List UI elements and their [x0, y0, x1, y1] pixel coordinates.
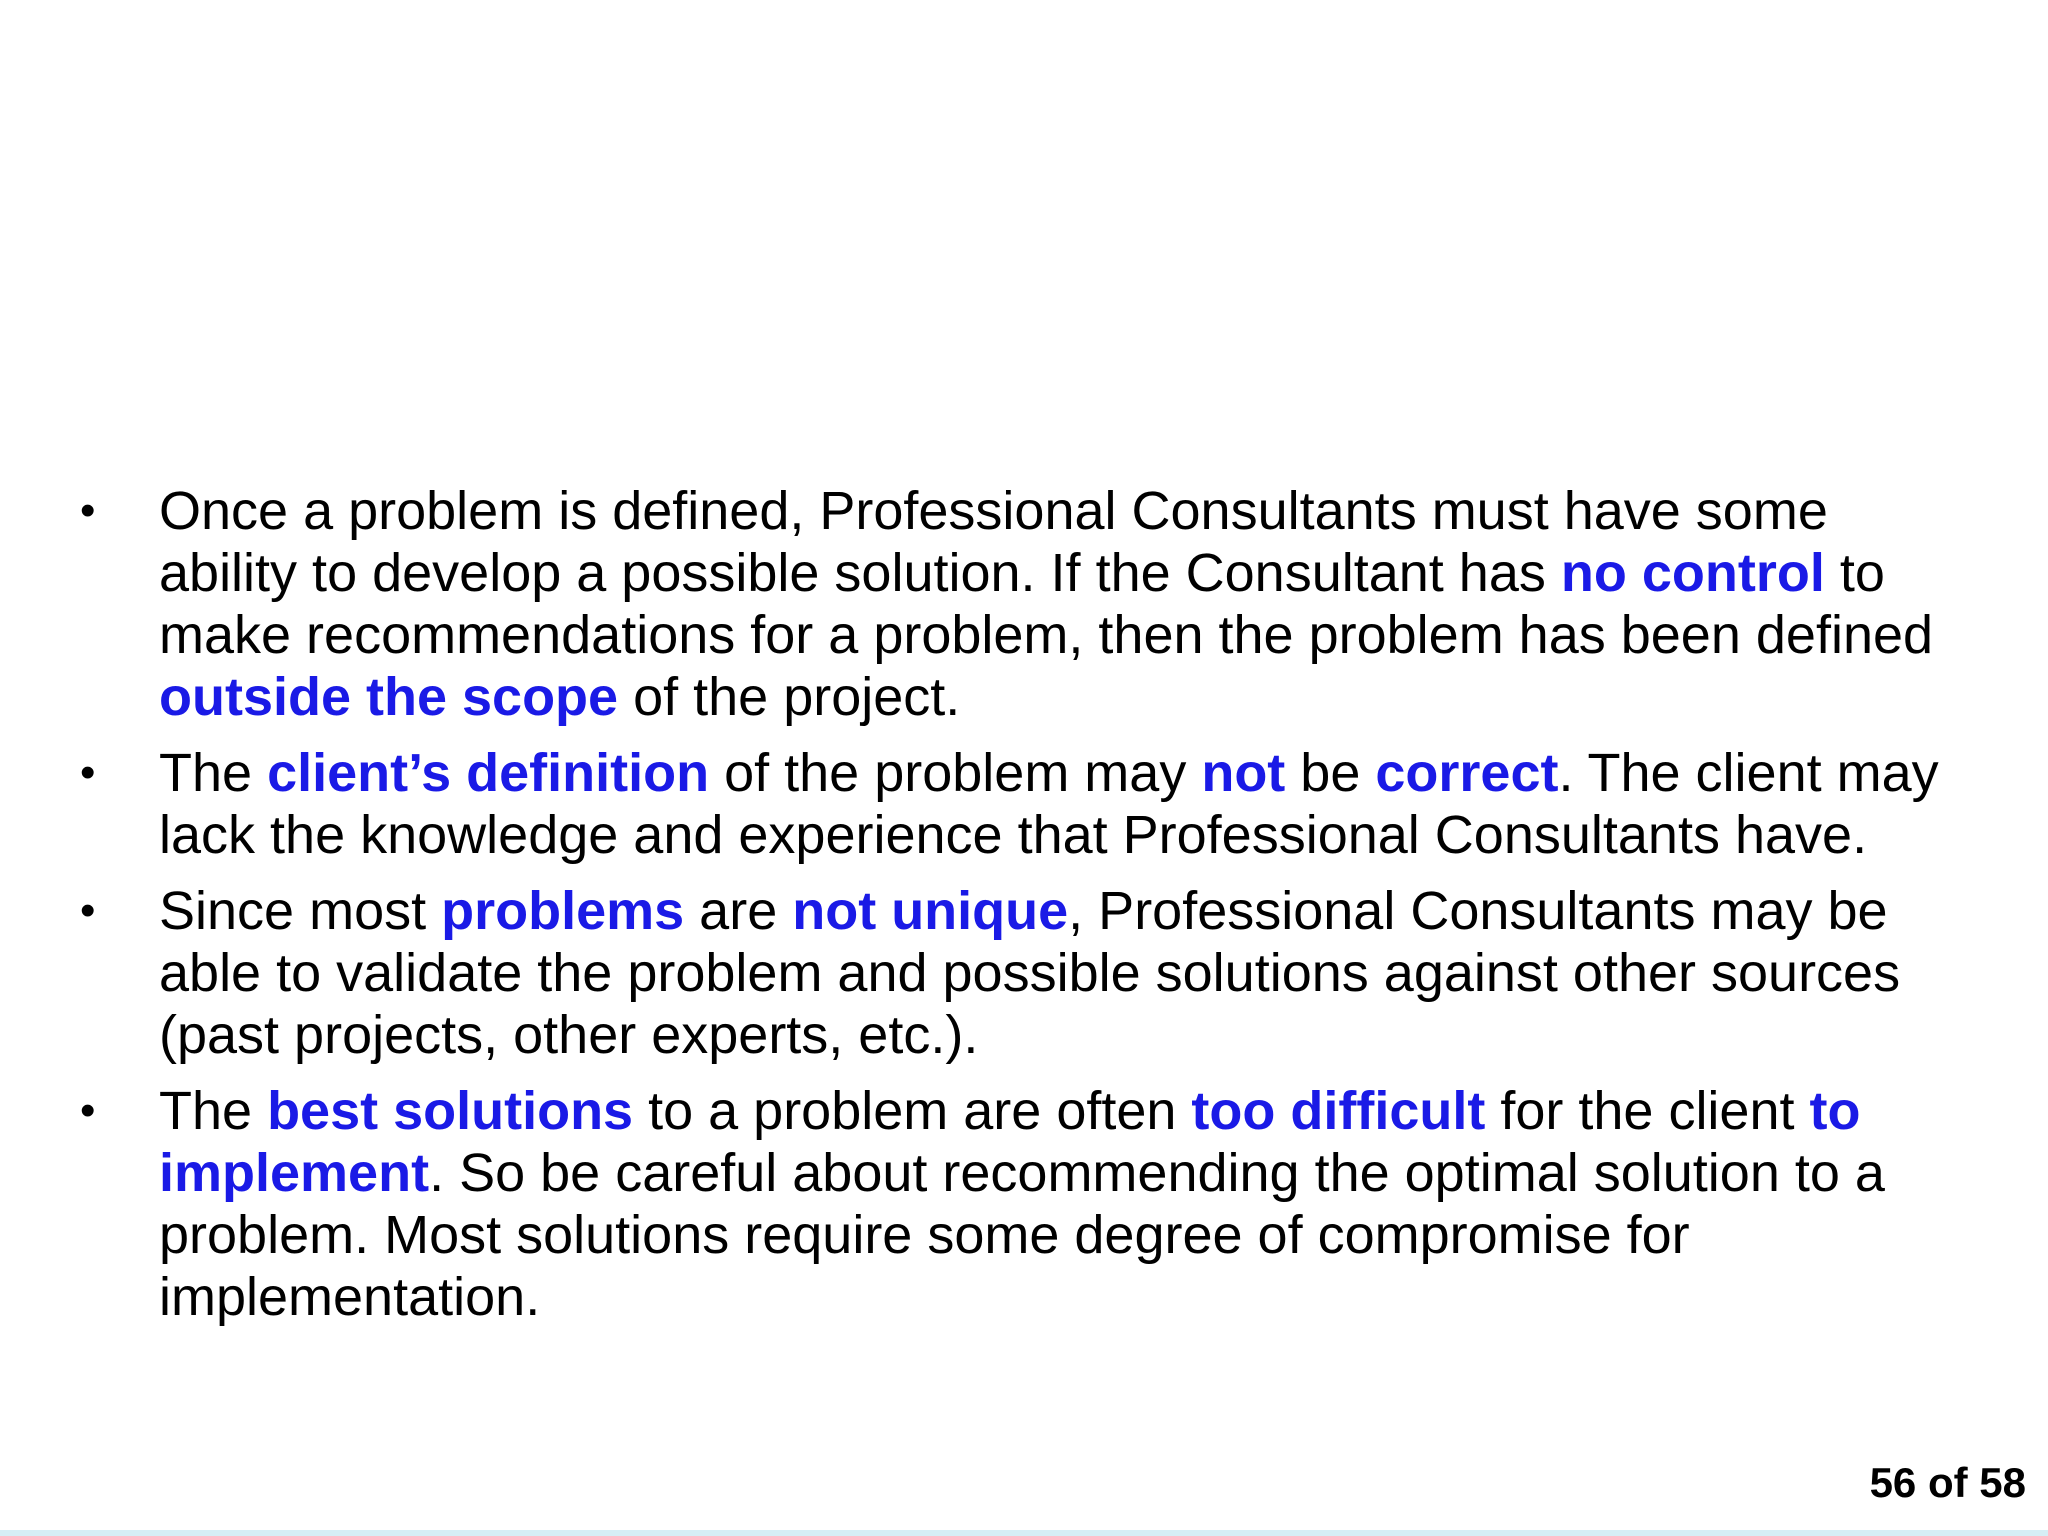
bullet-text-segment: The: [159, 1081, 268, 1141]
bullet-item: [0, 480, 1979, 728]
bullet-text-segment: Since most: [159, 881, 442, 941]
highlighted-phrase: not unique: [792, 881, 1069, 941]
bullet-text-segment: . The client may lack the knowledge and experience that Professional Consultants have.: [159, 743, 1939, 865]
highlighted-phrase: client’s definition: [267, 743, 710, 803]
bullet-dot: •: [80, 1086, 96, 1135]
bullet-dot: •: [80, 748, 96, 797]
page-number: 56 of 58: [1869, 1459, 2026, 1506]
highlighted-phrase: no control: [1560, 543, 1825, 603]
bullet-dot: •: [80, 486, 96, 535]
bullet-list: [0, 480, 2048, 1342]
bullet-text-segment: Once a problem is defined, Professional Consultants must have some ability to develop a possible solution. If the Consultant has: [159, 481, 1828, 603]
highlighted-phrase: problems: [441, 881, 685, 941]
bullet-text-segment: for the client: [1485, 1081, 1810, 1141]
highlighted-phrase: too difficult: [1191, 1081, 1486, 1141]
bullet-text-segment: The: [159, 743, 268, 803]
highlighted-phrase: to implement: [159, 1081, 1861, 1203]
highlighted-phrase: outside the scope: [159, 667, 619, 727]
bullet-item: [0, 880, 1979, 1066]
bullet-item: [0, 1080, 1979, 1328]
bullet-text-segment: to make recommendations for a problem, then the problem has been defined: [159, 543, 1934, 665]
highlighted-phrase: correct: [1375, 743, 1559, 803]
bullet-text-segment: be: [1285, 743, 1376, 803]
bullet-text-segment: are: [684, 881, 793, 941]
highlighted-phrase: not: [1201, 743, 1286, 803]
bullet-text-segment: , Professional Consultants may be able to validate the problem and possible solutions against other sources (past projects, other experts, etc.).: [159, 881, 1901, 1065]
bullet-text-segment: of the problem may: [709, 743, 1202, 803]
highlighted-phrase: best solutions: [267, 1081, 634, 1141]
bullet-dot: •: [80, 886, 96, 935]
bullet-text-segment: of the project.: [618, 667, 961, 727]
bottom-strip: [0, 1530, 2048, 1536]
bullet-text-segment: . So be careful about recommending the optimal solution to a problem. Most solutions require some degree of compromise for implementation.: [159, 1143, 1885, 1327]
bullet-text-segment: to a problem are often: [633, 1081, 1192, 1141]
bullet-item: [0, 742, 1979, 866]
